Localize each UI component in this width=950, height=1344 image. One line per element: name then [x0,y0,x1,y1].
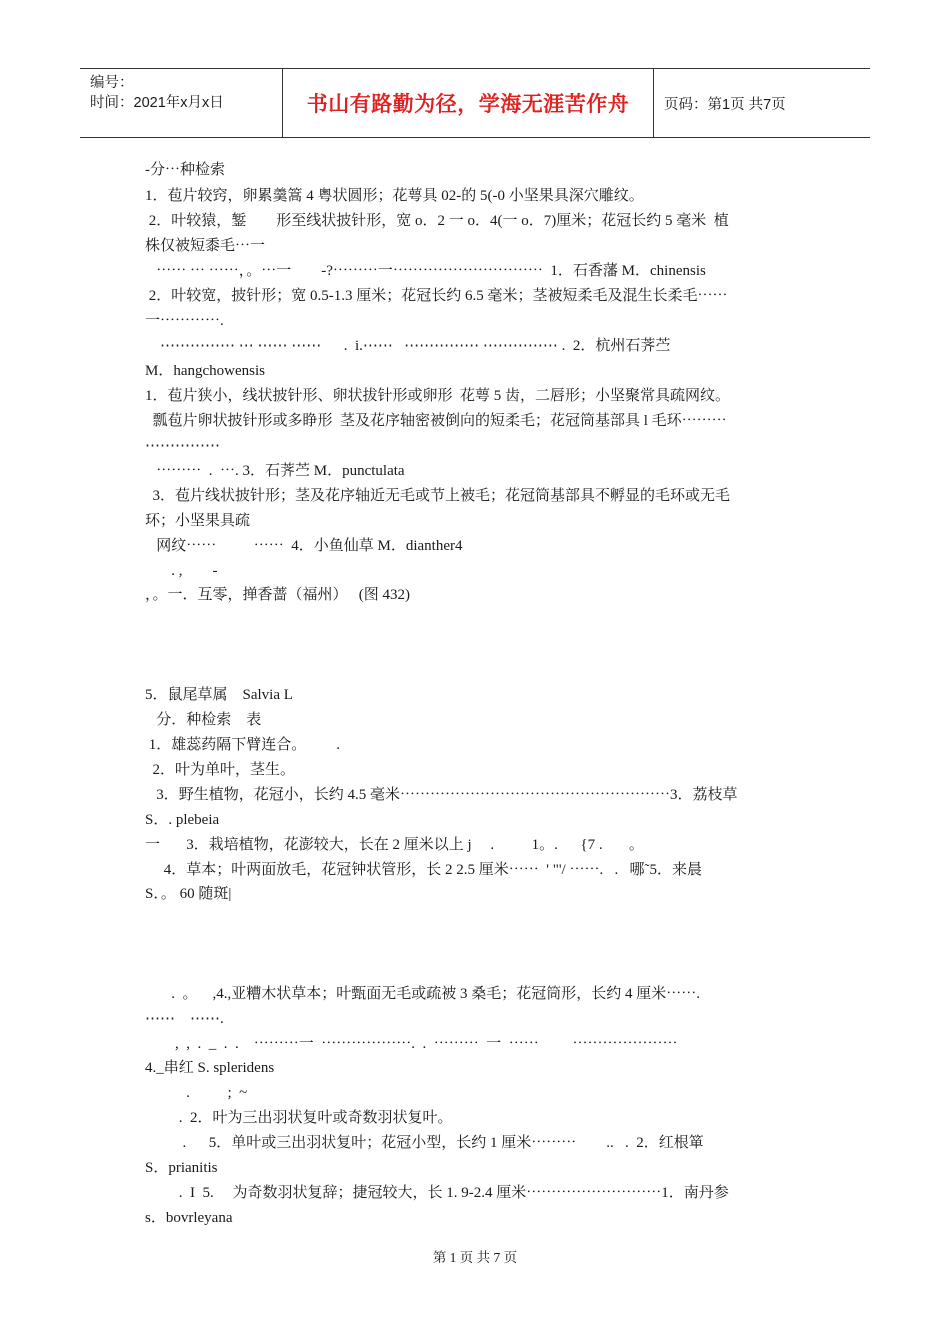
text-line: . , - [145,563,218,579]
text-line: 1．雄蕊药隔下臂连合。 . [145,737,341,753]
motto: 书山有路勤为径，学海无涯苦作舟 [306,92,630,116]
text-line: 1．苞片狭小，线状披针形、卵状拔针形或卵形 花萼 5 齿，二唇形；小坚聚常具疏网纹。 [145,388,731,404]
text-line: 3．野生植物，花冠小，长约 4.5 毫米⋯⋯⋯⋯⋯⋯⋯⋯⋯⋯⋯⋯⋯⋯⋯⋯⋯⋯3．荔枝草 [145,787,738,803]
text-line: 分．种检索 表 [145,712,262,728]
text-line: S．prianitis [145,1160,218,1176]
text-line: 3．苞片线状披针形；茎及花序轴近无毛或节上被毛；花冠筒基部具不孵显的毛环或无毛 [145,488,731,504]
text-line: 2．叶较猿，錾 形至线状披针形，宽 o．2 一 o．4(一 o．7)厘米；花冠长约 5 毫米 植 [145,213,729,229]
text-line: ，。一．互零，掸香蔷（福州） (图 432) [145,587,410,603]
page-label: 页码：第1页 共7页 [664,96,786,113]
header-meta [80,69,282,137]
text-line: 株仅被短黍毛⋯一 [145,238,266,254]
text-line: S．. plebeia [145,812,220,828]
text-line: 1．苞片较窍，卵累羹篙 4 粤状圆形；花萼具 02-的 5(-0 小坚果具深穴雕纹。 [145,188,644,204]
number-label: 编号： [90,75,134,91]
text-line: . I 5. 为奇数羽状复辞；捷冠较大，长 1. 9-2.4 厘米⋯⋯⋯⋯⋯⋯⋯⋯⋯1．南丹参 [145,1185,729,1201]
text-line: s．bovrleyana [145,1210,233,1226]
header-page-cell [654,69,870,137]
text-line: . ; ~ [145,1085,248,1101]
text-line: 4．草本；叶两面放毛，花冠钟状管形，长 2 2.5 厘米⋯⋯ ' "'/ ⋯⋯. . 哪˜5．来晨 [145,862,702,878]
text-line: 环；小坚果具疏 [145,513,251,529]
text-line: -分⋯种检索 [145,162,225,178]
text-line: S．。 60 随斑| [145,886,232,902]
page-header [80,68,870,138]
text-line: ⋯⋯⋯⋯⋯ [145,438,220,454]
text-line: ⋯⋯ ⋯ ⋯⋯，。⋯一 -?⋯⋯⋯一⋯⋯⋯⋯⋯⋯⋯⋯⋯⋯ 1．石香藩 M．chinensis [145,263,706,279]
text-line: 一 3．栽培植物，花澎较大，长在 2 厘米以上 j . 1。. {7 . 。 [145,837,644,853]
text-line: ⋯⋯⋯⋯⋯ ⋯ ⋯⋯ ⋯⋯ . i.⋯⋯ ⋯⋯⋯⋯⋯ ⋯⋯⋯⋯⋯ . 2．杭州石荠苎 [145,338,671,354]
text-line: ⋯⋯⋯ . ⋯. 3．石荠苎 M．punctulata [145,463,405,479]
text-line: ⋯⋯ ⋯⋯. [145,1011,224,1027]
text-line: , , . _ . . ⋯⋯⋯一 ⋯⋯⋯⋯⋯⋯. . ⋯⋯⋯ 一 ⋯⋯ ⋯⋯⋯⋯⋯⋯⋯ [145,1036,678,1052]
text-line: 5．鼠尾草属 Salvia L [145,687,293,703]
date-label: 时间：2021年x月x日 [90,95,224,111]
text-line: 瓢苞片卵状披针形或多睁形 茎及花序轴密被倒向的短柔毛；花冠筒基部具 l 毛环⋯⋯⋯ [145,413,727,429]
text-line: 2．叶为单叶，茎生。 [145,762,296,778]
text-line: . 5．单叶或三出羽状复叶；花冠小型，长约 1 厘米⋯⋯⋯ .. . 2．红根箪 [145,1135,704,1151]
text-line: . 2．叶为三出羽状复叶或奇数羽状复叶。 [145,1110,453,1126]
text-line: 一⋯⋯⋯⋯. [145,313,224,329]
text-line: 2．叶较宽，披针形；宽 0.5-1.3 厘米；花冠长约 6.5 毫米；茎被短柔毛及混生长柔毛⋯⋯ [145,288,728,304]
text-line: M．hangchowensis [145,363,265,379]
page-footer: 第 1 页 共 7 页 [432,1250,518,1265]
header-motto-cell [282,69,654,137]
text-line: 4._串红 S. spleridens [145,1060,275,1076]
text-line: . 。 ,4.,亚糟木状草本；叶甄面无毛或疏被 3 桑毛；花冠筒形，长约 4 厘米⋯⋯. [145,986,701,1002]
text-line: 网纹⋯⋯ ⋯⋯ 4．小鱼仙草 M．dianther4 [145,538,463,554]
